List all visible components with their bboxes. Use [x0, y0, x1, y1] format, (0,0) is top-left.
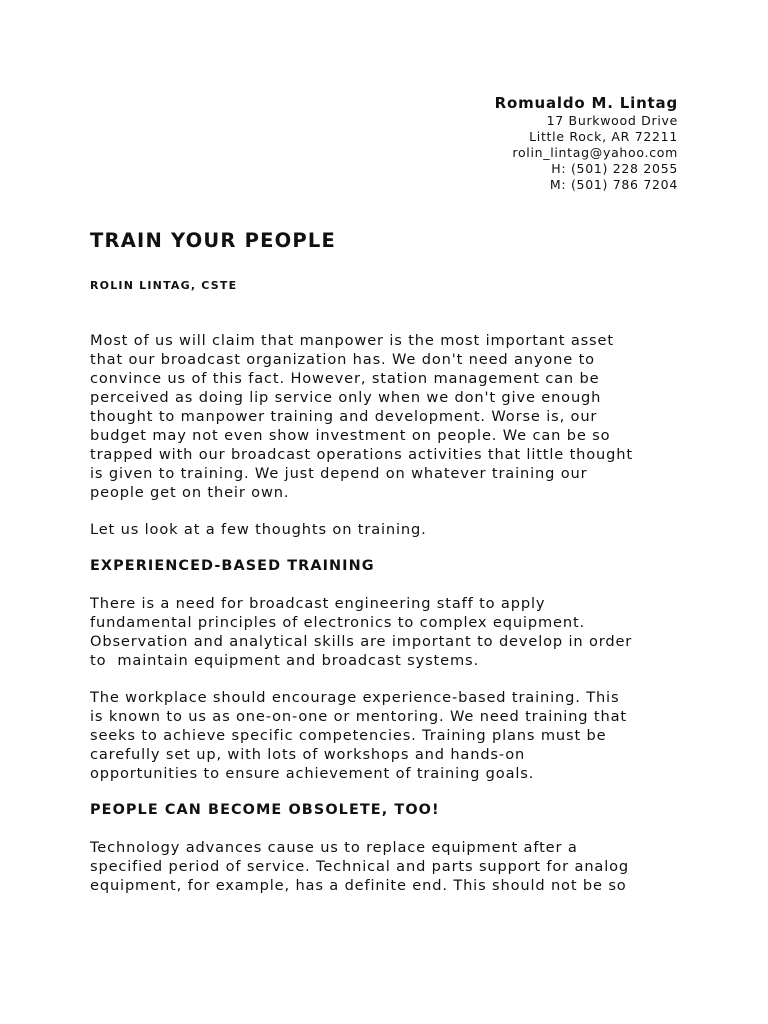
article-byline: ROLIN LINTAG, CSTE	[90, 279, 238, 292]
text-line: that our broadcast organization has. We don't need anyone to	[90, 351, 595, 368]
text-line: budget may not even show investment on people. We can be so	[90, 427, 611, 444]
paragraph-intro	[90, 331, 680, 502]
text-line: fundamental principles of electronics to complex equipment.	[90, 614, 586, 631]
section-heading-experience: EXPERIENCED-BASED TRAINING	[90, 558, 375, 574]
text-line: is given to training. We just depend on whatever training our	[90, 465, 588, 482]
text-line: Let us look at a few thoughts on training.	[90, 521, 427, 538]
text-line: people get on their own.	[90, 484, 290, 501]
sender-street: 17 Burkwood Drive	[546, 113, 678, 128]
paragraph-engineering-skills	[90, 594, 680, 670]
text-line: seeks to achieve specific competencies. Training plans must be	[90, 727, 607, 744]
sender-name: Romualdo M. Lintag	[494, 94, 678, 112]
sender-mobile-phone: M: (501) 786 7204	[549, 177, 678, 192]
text-line: perceived as doing lip service only when we don't give enough	[90, 389, 602, 406]
text-line: carefully set up, with lots of workshops and hands-on	[90, 746, 526, 763]
text-line: specified period of service. Technical and parts support for analog	[90, 858, 630, 875]
text-line: opportunities to ensure achievement of training goals.	[90, 765, 535, 782]
sender-email: rolin_lintag@yahoo.com	[512, 145, 678, 160]
paragraph-mentoring	[90, 688, 680, 783]
text-line: There is a need for broadcast engineering staff to apply	[90, 595, 546, 612]
text-line: convince us of this fact. However, station management can be	[90, 370, 600, 387]
paragraph-lead-in	[90, 520, 680, 539]
text-line: equipment, for example, has a definite end. This should not be so	[90, 877, 627, 894]
sender-home-phone: H: (501) 228 2055	[551, 161, 678, 176]
text-line: Most of us will claim that manpower is the most important asset	[90, 332, 614, 349]
text-line: Technology advances cause us to replace equipment after a	[90, 839, 578, 856]
text-line: trapped with our broadcast operations activities that little thought	[90, 446, 633, 463]
sender-address-block	[495, 93, 678, 193]
text-line: The workplace should encourage experience-based training. This	[90, 689, 620, 706]
article-body	[90, 331, 680, 913]
paragraph-technology	[90, 838, 680, 895]
article-title: TRAIN YOUR PEOPLE	[90, 229, 337, 252]
text-line: thought to manpower training and development. Worse is, our	[90, 408, 598, 425]
text-line: to maintain equipment and broadcast systems.	[90, 652, 479, 669]
text-line: Observation and analytical skills are important to develop in order	[90, 633, 633, 650]
sender-city: Little Rock, AR 72211	[529, 129, 678, 144]
section-heading-obsolete: PEOPLE CAN BECOME OBSOLETE, TOO!	[90, 802, 440, 818]
text-line: is known to us as one-on-one or mentoring. We need training that	[90, 708, 627, 725]
